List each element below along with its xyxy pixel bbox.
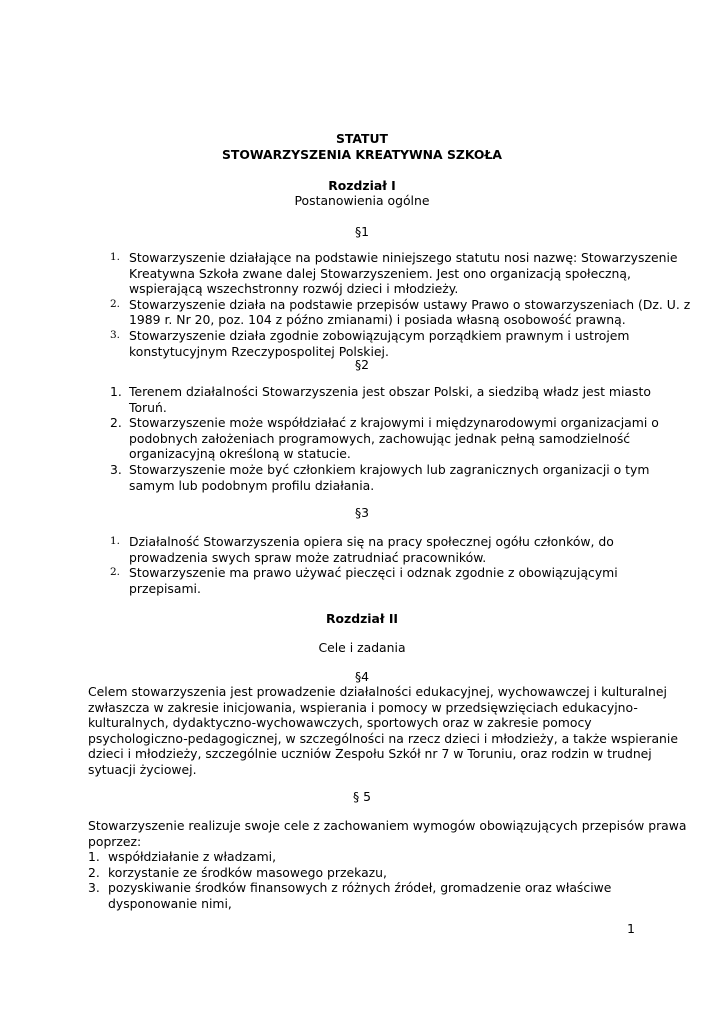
chapter-1-name: Postanowienia ogólne	[294, 193, 430, 208]
list-item	[110, 415, 692, 462]
section-4-paragraph: Celem stowarzyszenia jest prowadzenie działalności edukacyjnej, wychowawczej i kulturalnej zwłaszcza w zakresie inicjowania, wspierania i pomocy w przedsięwzięciach edukacyjno-kulturalnych, dydaktyczno-wychowawczych, sportowych oraz w zakresie pomocy psychologiczno-pedagogicznej, w szczególności na rzecz dzieci i młodzieży, a także wspieranie dzieci i młodzieży, szczególnie uczniów Zespołu Szkół nr 7 w Toruniu, oraz rodzin w trudnej sytuacji życiowej.	[88, 684, 678, 777]
list-item-text: Stowarzyszenie może współdziałać z krajowymi i międzynarodowymi organizacjami o podobnych założeniach programowych, zachowując jednak pełną samodzielność organizacyjną określoną w statucie.	[129, 415, 659, 462]
list-item-number: 1.	[110, 535, 121, 547]
section-1-list	[110, 250, 692, 359]
list-item	[110, 565, 692, 596]
list-item-number: 1.	[110, 384, 122, 399]
list-item-number: 3.	[110, 461, 122, 477]
list-item-number: 3.	[110, 328, 121, 341]
list-item-number: 2.	[110, 566, 121, 579]
list-item-text: Stowarzyszenie działające na podstawie niniejszego statutu nosi nazwę: Stowarzyszenie Kreatywna Szkoła zwane dalej Stowarzyszeniem. Jest ono organizacją społeczną, wspierającą wszechstronny rozwój dzieci i młodzieży.	[129, 250, 678, 297]
list-item	[110, 462, 692, 493]
list-item-text: korzystanie ze środków masowego przekazu,	[108, 864, 387, 880]
list-item-text: Terenem działalności Stowarzyszenia jest obszar Polski, a siedzibą władz jest miasto Toruń.	[129, 384, 651, 415]
list-item-text: pozyskiwanie środków finansowych z różnych źródeł, gromadzenie oraz właściwe dysponowanie nimi,	[108, 880, 612, 911]
section-3-sign: §3	[354, 505, 370, 520]
list-item-text: współdziałanie z władzami,	[108, 849, 277, 864]
list-item-number: 2.	[110, 415, 122, 431]
list-item-text: Stowarzyszenie działa na podstawie przepisów ustawy Prawo o stowarzyszeniach (Dz. U. z 1989 r. Nr 20, poz. 104 z późno zmianami) i posiada własną osobowość prawną.	[129, 296, 691, 328]
section-2-sign: §2	[354, 357, 370, 372]
list-item-number: 3.	[88, 880, 100, 896]
list-item-text: Stowarzyszenie ma prawo używać pieczęci i odznak zgodnie z obowiązującymi przepisami.	[129, 565, 618, 596]
list-item-number: 1.	[110, 251, 121, 263]
list-item	[110, 250, 692, 297]
document-subtitle: STOWARZYSZENIA KREATYWNA SZKOŁA	[222, 147, 502, 162]
list-item	[88, 880, 690, 911]
list-item	[110, 384, 692, 415]
section-1-sign: §1	[354, 224, 370, 239]
list-item	[88, 849, 690, 865]
section-5-sign: § 5	[352, 789, 372, 804]
list-item-text: Stowarzyszenie działa zgodnie zobowiązującym porządkiem prawnym i ustrojem konstytucyjnym Rzeczypospolitej Polskiej.	[129, 327, 630, 359]
list-item-number: 2.	[110, 297, 121, 310]
section-4-sign: §4	[354, 669, 370, 684]
list-item-text: Działalność Stowarzyszenia opiera się na pracy społecznej ogółu członków, do prowadzenia swych spraw może zatrudniać pracowników.	[129, 534, 614, 565]
list-item	[110, 328, 692, 359]
page-number: 1	[627, 921, 635, 936]
list-item	[88, 865, 690, 881]
chapter-2-name: Cele i zadania	[318, 640, 406, 655]
list-item-text: Stowarzyszenie może być członkiem krajowych lub zagranicznych organizacji o tym samym lub podobnym profilu działania.	[129, 461, 650, 493]
section-5-list	[88, 849, 690, 911]
chapter-1-heading: Rozdział I	[328, 178, 396, 193]
section-3-list	[110, 534, 692, 596]
section-5-intro: Stowarzyszenie realizuje swoje cele z zachowaniem wymogów obowiązujących przepisów prawa poprzez:	[88, 818, 687, 849]
list-item	[110, 297, 692, 328]
document-title: STATUT	[335, 131, 388, 146]
section-2-list	[110, 384, 692, 493]
chapter-2-heading: Rozdział II	[325, 611, 399, 626]
list-item	[110, 534, 692, 565]
list-item-number: 2.	[88, 864, 100, 880]
list-item-number: 1.	[88, 849, 100, 864]
